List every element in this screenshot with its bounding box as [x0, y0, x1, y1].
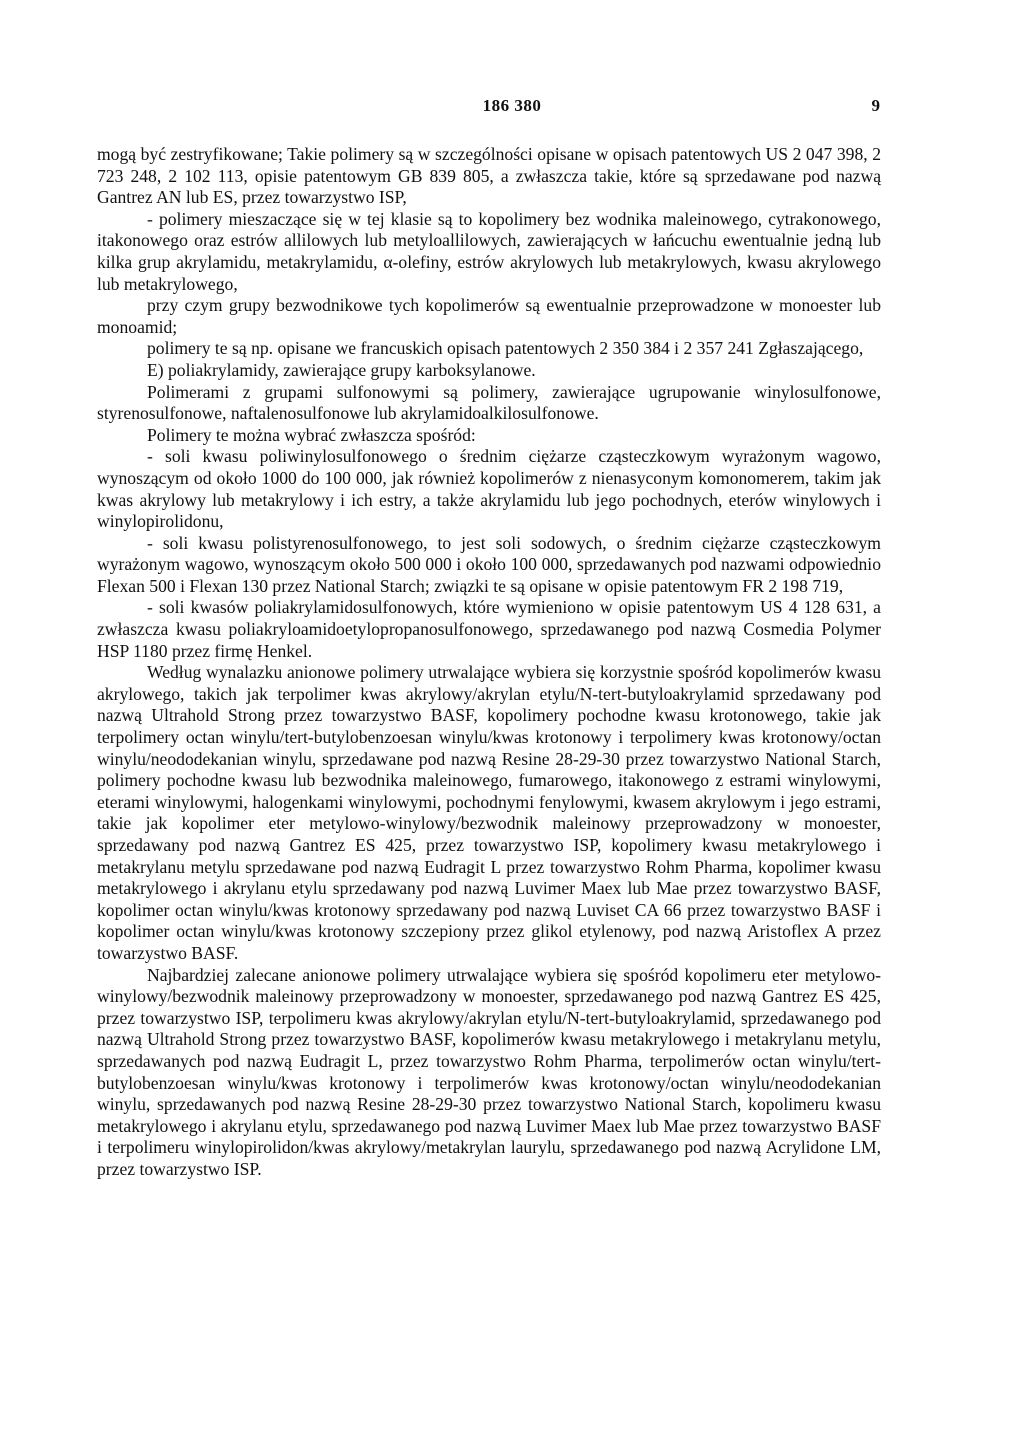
paragraph: Polimery te można wybrać zwłaszcza spośród:: [147, 424, 476, 445]
paragraph-list-item: - soli kwasu poliwinylosulfonowego o średnim ciężarze cząsteczkowym wyrażonym wagowo, wynoszącym od około 1000 do 100 000, jak również kopolimerów z nienasyconym komonomerem, takim jak kwas akrylowy lub metakrylowy i ich estry, a także akrylamidu lub jego pochodnych, eterów winylowych i winylopirolidonu,: [97, 446, 881, 532]
document-body: [97, 144, 881, 1181]
paragraph: Polimerami z grupami sulfonowymi są polimery, zawierające ugrupowanie winylosulfonowe, styrenosulfonowe, naftalenosulfonowe lub akrylamidoalkilosulfonowe.: [97, 381, 881, 424]
paragraph: Według wynalazku anionowe polimery utrwalające wybiera się korzystnie spośród kopolimerów kwasu akrylowego, takich jak terpolimer kwas akrylowy/akrylan etylu/N-tert-butyloakrylamid sprzedawany pod nazwą Ultrahold Strong przez towarzystwo BASF, kopolimery pochodne kwasu krotonowego, takie jak terpolimery octan winylu/tert-butylobenzoesan winylu/kwas krotonowy i terpolimery kwas krotonowy/octan winylu/neododekanian winylu, sprzedawane pod nazwą Resine 28-29-30 przez towarzystwo National Starch, polimery pochodne kwasu lub bezwodnika maleinowego, fumarowego, itakonowego z estrami winylowymi, eterami winylowymi, halogenkami winylowymi, pochodnymi fenylowymi, kwasem akrylowym i jego estrami, takie jak kopolimer eter metylowo-winylowy/bezwodnik maleinowy przeprowadzony w monoester, sprzedawany pod nazwą Gantrez ES 425, przez towarzystwo ISP, kopolimery kwasu metakrylowego i metakrylanu metylu sprzedawane pod nazwą Eudragit L przez towarzystwo Rohm Pharma, kopolimer kwasu metakrylowego i akrylanu etylu sprzedawany pod nazwą Luvimer Maex lub Mae przez towarzystwo BASF, kopolimer octan winylu/kwas krotonowy sprzedawany pod nazwą Luviset CA 66 przez towarzystwo BASF i kopolimer octan winylu/kwas krotonowy szczepiony przez glikol etylenowy, pod nazwą Aristoflex A przez towarzystwo BASF.: [97, 662, 881, 963]
paragraph-list-item: E) poliakrylamidy, zawierające grupy karboksylanowe.: [147, 359, 536, 380]
paragraph-continuation: mogą być zestryfikowane; Takie polimery są w szczególności opisane w opisach patentowych US 2 047 398, 2 723 248, 2 102 113, opisie patentowym GB 839 805, a zwłaszcza takie, które są sprzedawane pod nazwą Gantrez AN lub ES, przez towarzystwo ISP,: [97, 144, 881, 208]
page-number: 9: [871, 96, 880, 115]
page-header: [0, 96, 1024, 120]
paragraph-list-item: - soli kwasów poliakrylamidosulfonowych, które wymieniono w opisie patentowym US 4 128 631, a zwłaszcza kwasu poliakryloamidoetylopropanosulfonowego, sprzedawanego pod nazwą Cosmedia Polymer HSP 1180 przez firmę Henkel.: [97, 597, 881, 661]
paragraph-list-item: - soli kwasu polistyrenosulfonowego, to jest soli sodowych, o średnim ciężarze cząsteczkowym wyrażonym wagowo, wynoszącym około 500 000 i około 100 000, sprzedawanych pod nazwami odpowiednio Flexan 500 i Flexan 130 przez National Starch; związki te są opisane w opisie patentowym FR 2 198 719,: [97, 532, 881, 596]
paragraph: Najbardziej zalecane anionowe polimery utrwalające wybiera się spośród kopolimeru eter metylowo-winylowy/bezwodnik maleinowy przeprowadzony w monoester, sprzedawanego pod nazwą Gantrez ES 425, przez towarzystwo ISP, terpolimeru kwas akrylowy/akrylan etylu/N-tert-butyloakrylamid, sprzedawanego pod nazwą Ultrahold Strong przez towarzystwo BASF, kopolimerów kwasu metakrylowego i metakrylanu metylu, sprzedawanych pod nazwą Eudragit L, przez towarzystwo Rohm Pharma, terpolimerów octan winylu/tert-butylobenzoesan winylu/kwas krotonowy i terpolimerów kwas krotonowy/octan winylu/neododekanian winylu, sprzedawanych pod nazwą Resine 28-29-30 przez towarzystwo National Starch, kopolimeru kwasu metakrylowego i akrylanu etylu, sprzedawanego pod nazwą Luvimer Maex lub Mae przez towarzystwo BASF i terpolimeru winylopirolidon/kwas akrylowy/metakrylan laurylu, sprzedawanego pod nazwą Acrylidone LM, przez towarzystwo ISP.: [97, 964, 881, 1179]
document-number: 186 380: [482, 96, 542, 115]
paragraph: przy czym grupy bezwodnikowe tych kopolimerów są ewentualnie przeprowadzone w monoester lub monoamid;: [97, 295, 881, 337]
paragraph: polimery te są np. opisane we francuskich opisach patentowych 2 350 384 i 2 357 241 Zgłaszającego,: [147, 338, 864, 359]
paragraph-list-item: - polimery mieszaczące się w tej klasie są to kopolimery bez wodnika maleinowego, cytrakonowego, itakonowego oraz estrów allilowych lub metyloallilowych, zawierających w łańcuchu ewentualnie jedną lub kilka grup akrylamidu, metakrylamidu, α-olefiny, estrów akrylowych lub metakrylowych, kwasu akrylowego lub metakrylowego,: [97, 208, 881, 294]
